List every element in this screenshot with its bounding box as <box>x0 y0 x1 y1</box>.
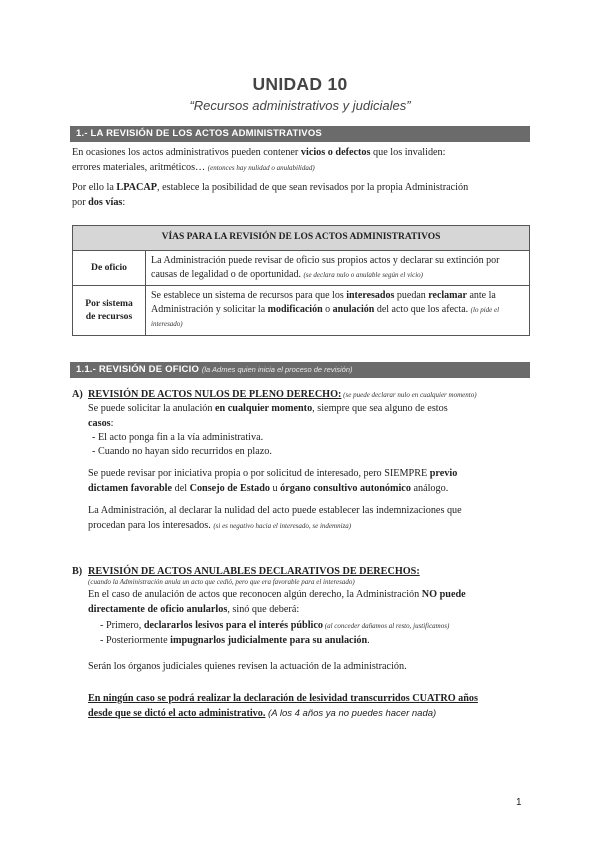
text-run: del <box>172 482 190 494</box>
text-run: En ningún caso se podrá realizar la declaración de lesividad transcurridos CUATRO años <box>88 693 478 704</box>
subsection-b-paragraph-2: Serán los órganos judiciales quienes revisen la actuación de la administración. <box>88 661 407 672</box>
intro-paragraph <box>72 146 532 175</box>
item-letter-b: B) <box>72 566 83 577</box>
text-run: previo <box>429 468 458 479</box>
list-item <box>100 619 530 634</box>
text-run: dictamen favorable <box>88 482 173 494</box>
text-run: Se establece un sistema de recursos para que los <box>151 290 347 301</box>
text-run: órgano consultivo autonómico <box>280 482 411 494</box>
text-note: (A los 4 años ya no puedes hacer nada) <box>265 707 437 719</box>
text-run: anulación <box>332 303 375 315</box>
text-run: La Administración, al declarar la nulidad del acto puede establecer las indemnizaciones que <box>88 505 462 516</box>
table-row <box>73 251 530 286</box>
text-run: errores materiales, aritméticos… <box>72 161 208 173</box>
text-run: por <box>72 196 89 208</box>
subsection-a-paragraph-2 <box>88 467 533 496</box>
item-letter-a: A) <box>72 389 83 400</box>
text-run: . <box>367 635 370 646</box>
text-run: , sinó que deberá: <box>227 603 300 615</box>
text-run: que los invaliden: <box>370 147 446 158</box>
text-note: (cuando la Administración anula un acto que cedió, pero que era favorable para el interesado) <box>88 578 355 586</box>
text-run: interesados <box>346 290 395 301</box>
text-run: desde que se dictó el acto administrativo. <box>88 707 266 719</box>
subsection-a-text <box>88 402 533 431</box>
table-row-value <box>146 251 530 286</box>
text-run: de recursos <box>85 311 133 323</box>
table-header: VÍAS PARA LA REVISIÓN DE LOS ACTOS ADMINISTRATIVOS <box>73 226 530 251</box>
text-run: del acto que los afecta. <box>374 303 471 315</box>
text-run: Por ello la <box>72 182 117 193</box>
table-row-key: De oficio <box>73 251 146 286</box>
text-run: o <box>322 303 333 315</box>
text-run: - Posteriormente <box>100 635 171 646</box>
subsection-a-title <box>88 388 533 403</box>
text-note: (si es negativo hacia el interesado, se indemniza) <box>213 521 352 530</box>
section-heading-1-1-text: 1.1.- REVISIÓN DE OFICIO <box>76 364 202 375</box>
text-run: análogo. <box>410 482 449 494</box>
text-note: (se declara nulo o anulable según el vicio) <box>303 270 424 279</box>
text-note: (al conceder dañamos al resto, justificamos) <box>322 622 450 630</box>
text-run: Se puede solicitar la anulación <box>88 403 216 414</box>
subsection-a-paragraph-3 <box>88 504 533 533</box>
page-number: 1 <box>516 797 522 808</box>
text-run: - Primero, <box>100 620 144 631</box>
text-run: procedan para los interesados. <box>88 519 214 531</box>
text-run: REVISIÓN DE ACTOS NULOS DE PLENO DERECHO: <box>88 389 342 400</box>
text-run: modificación <box>267 303 323 315</box>
text-run: , siempre que sea alguno de estos <box>312 403 448 414</box>
table-header-row <box>73 226 530 251</box>
text-run: LPACAP <box>116 182 157 193</box>
text-run: vicios o defectos <box>300 147 371 158</box>
subsection-b-text <box>88 588 533 617</box>
section-heading-note: (la Admes quien inicia el proceso de revisión) <box>201 365 353 374</box>
table-row <box>73 286 530 336</box>
text-run: casos <box>88 417 111 429</box>
table-row-key <box>73 286 146 336</box>
table-row-value <box>146 286 530 336</box>
text-run: REVISIÓN DE ACTOS ANULABLES DECLARATIVOS DE DERECHOS: <box>88 566 420 577</box>
page-title: UNIDAD 10 <box>252 74 348 94</box>
text-run: La Administración puede revisar de oficio sus propios actos y declarar su extinción por causas de legalidad o de oportunidad. <box>151 255 500 280</box>
text-run: directamente de oficio anularlos <box>88 603 228 615</box>
text-run: En el caso de anulación de actos que reconocen algún derecho, la Administración <box>88 589 422 600</box>
text-run: impugnarlos judicialmente para su anulación <box>170 635 368 646</box>
text-run: , establece la posibilidad de que sean revisados por la propia Administración <box>156 182 469 193</box>
text-run: en cualquier momento <box>215 403 313 414</box>
text-run: NO puede <box>421 589 466 600</box>
section-heading-1-text: 1.- LA REVISIÓN DE LOS ACTOS ADMINISTRATIVOS <box>76 128 322 139</box>
text-note: (se puede declarar nulo en cualquier momento) <box>341 391 477 399</box>
text-note: (lo pide el interesado) <box>151 305 500 328</box>
text-run: : <box>122 196 126 208</box>
text-run: reclamar <box>428 290 467 301</box>
section-heading-1 <box>70 126 530 142</box>
list-item: - Cuando no hayan sido recurridos en plazo. <box>92 446 272 457</box>
subsection-b-note <box>88 576 533 588</box>
text-run: Consejo de Estado <box>189 482 270 494</box>
page-subtitle: “Recursos administrativos y judiciales” <box>189 98 411 113</box>
text-run: : <box>110 417 114 429</box>
text-note: (entonces hay nulidad o anulabilidad) <box>207 163 315 172</box>
list-item <box>100 634 530 649</box>
text-run: Por sistema <box>85 297 133 309</box>
vias-table <box>72 225 530 336</box>
text-run: puedan <box>394 290 429 301</box>
section-heading-1-1 <box>70 362 530 378</box>
text-run: ante la Administración y solicitar la <box>151 290 496 315</box>
vias-paragraph <box>72 181 532 210</box>
subsection-b-paragraph-3 <box>88 692 533 721</box>
text-run: u <box>269 482 281 494</box>
text-run: Se puede revisar por iniciativa propia o por solicitud de interesado, pero SIEMPRE <box>88 468 430 479</box>
text-run: declararlos lesivos para el interés público <box>143 620 323 631</box>
list-item: - El acto ponga fin a la vía administrativa. <box>92 432 264 443</box>
text-run: dos vías <box>88 196 123 208</box>
text-run: En ocasiones los actos administrativos pueden contener <box>72 147 301 158</box>
